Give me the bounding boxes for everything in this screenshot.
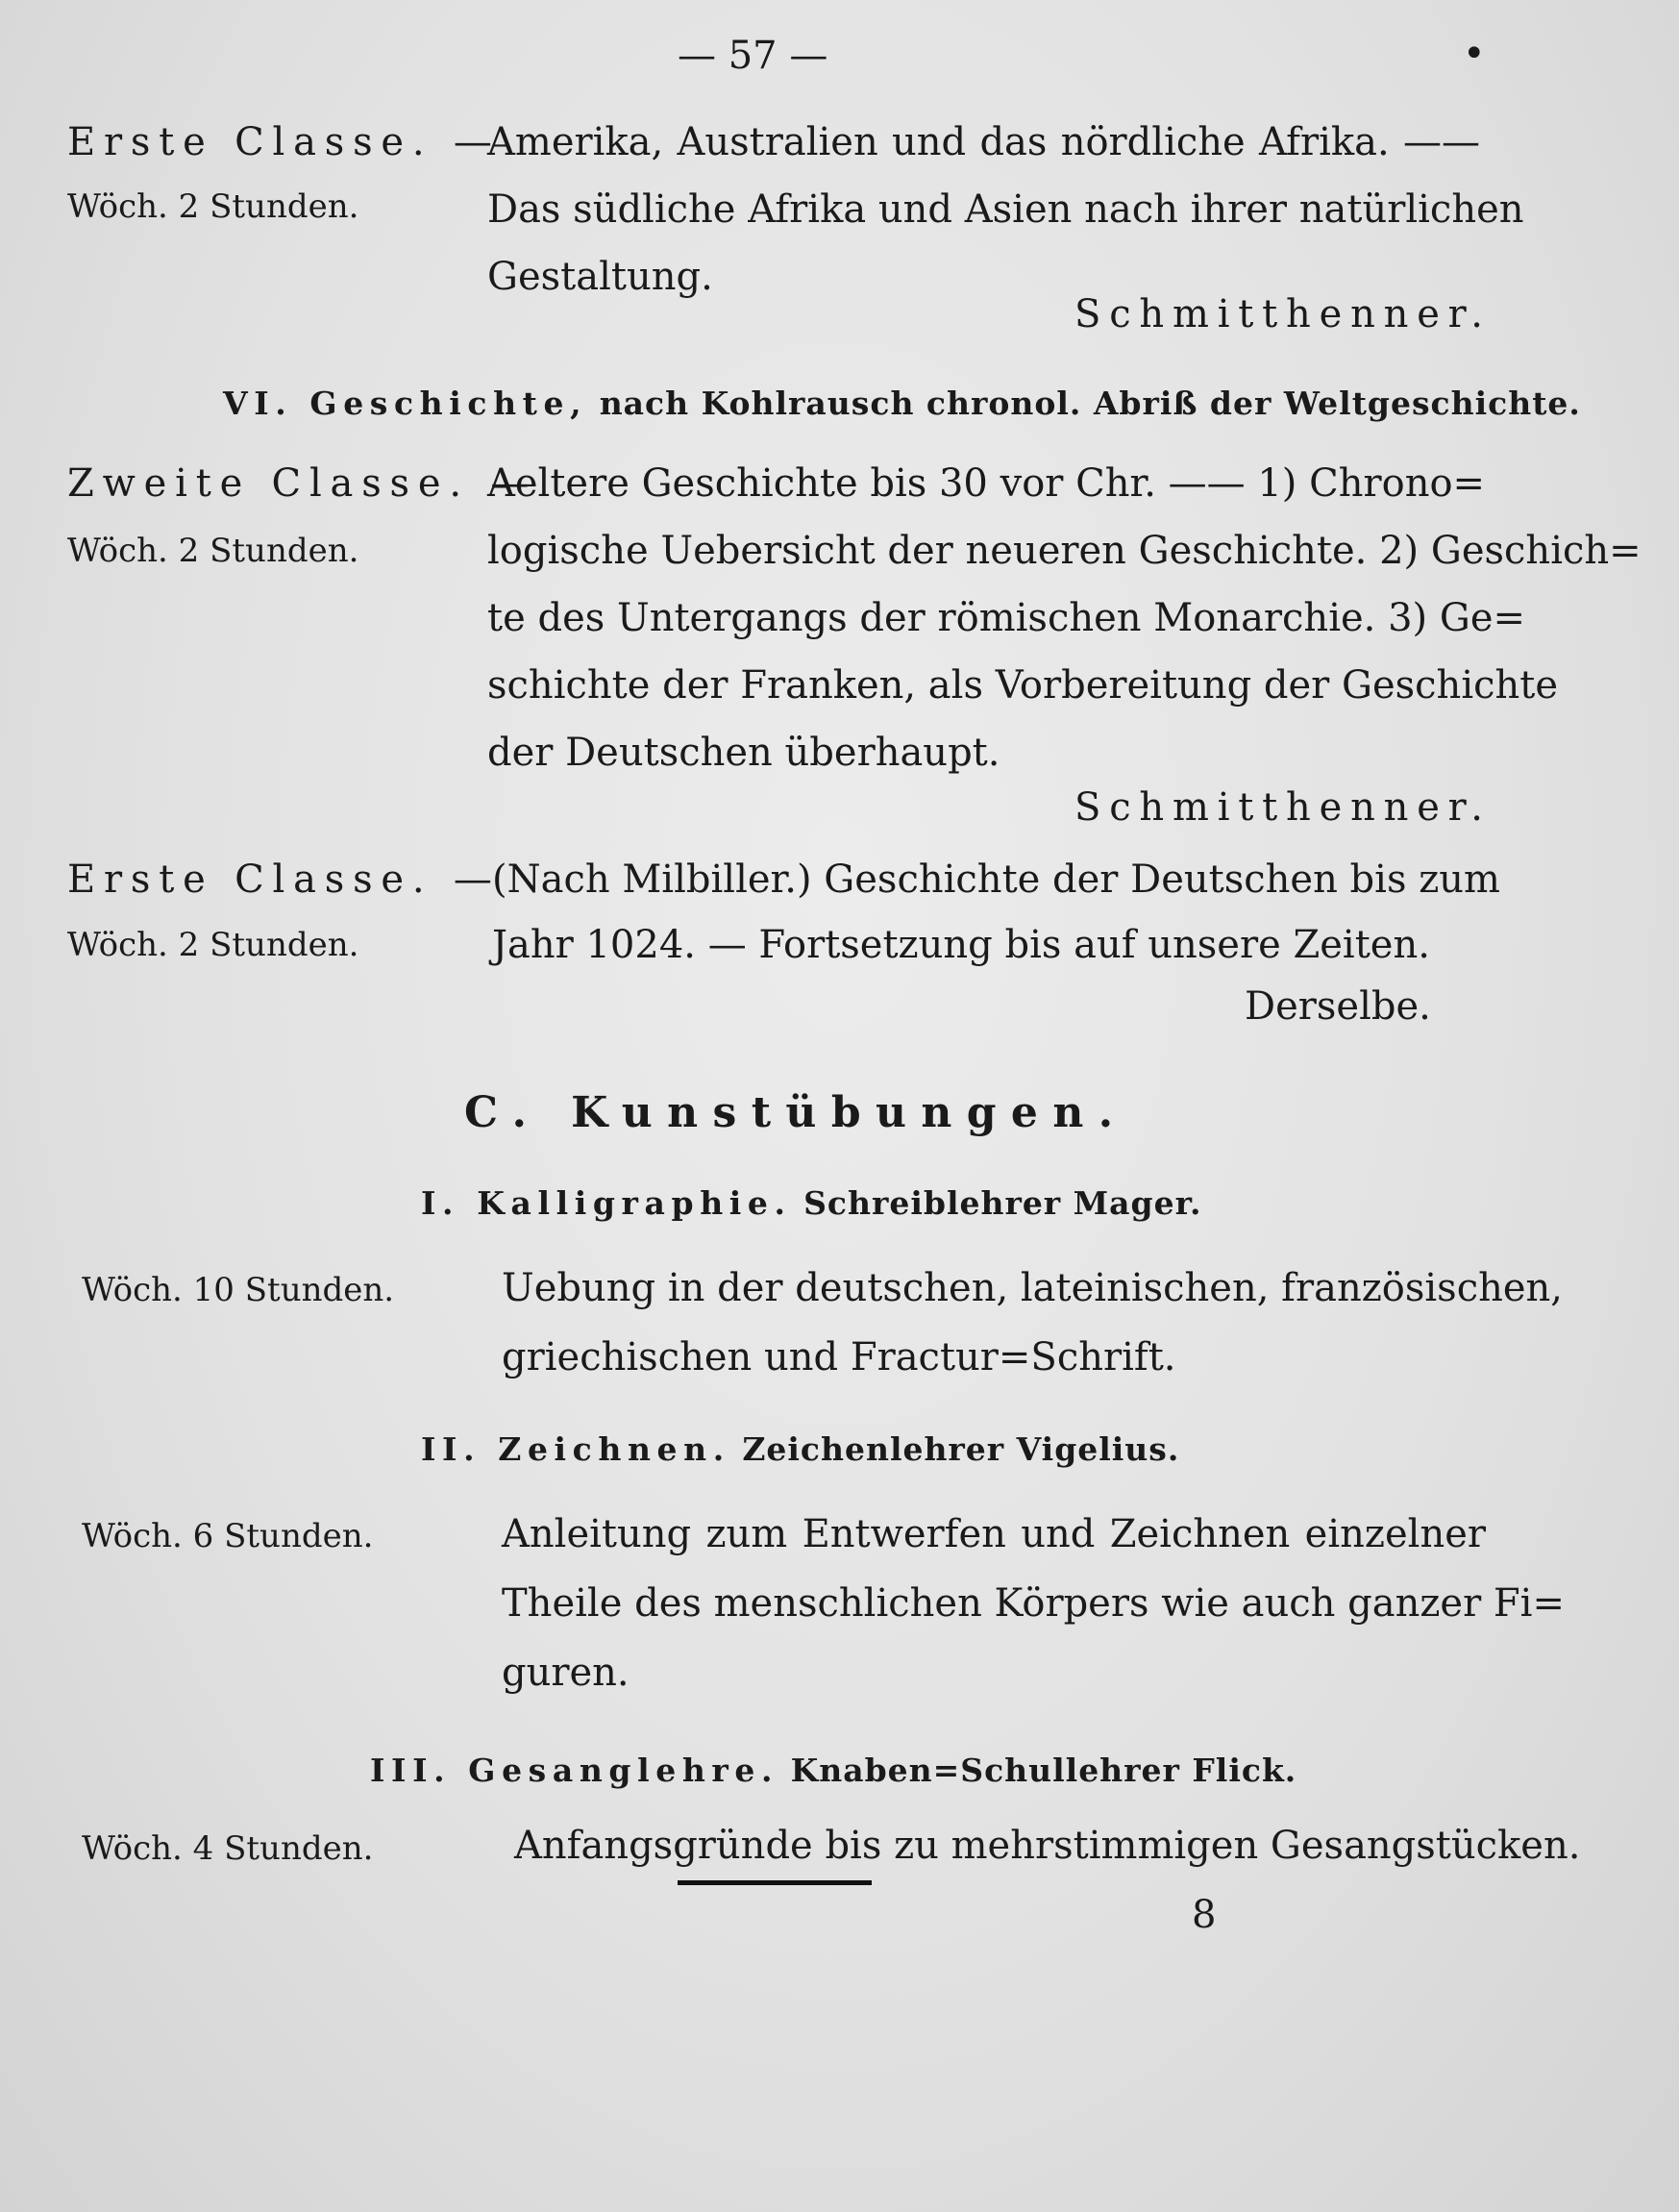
text-line: Amerika, Australien und das nördliche Afrika. ——	[487, 120, 1480, 164]
text-line: der Deutschen überhaupt.	[487, 731, 1000, 775]
hours-label: Wöch. 6 Stunden.	[82, 1517, 374, 1555]
hours-label: Wöch. 2 Stunden.	[67, 926, 359, 964]
section-heading-vi	[223, 385, 1581, 422]
text-line: schichte der Franken, als Vorbereitung der Geschichte	[487, 663, 1559, 708]
text-line: Gestaltung.	[487, 255, 713, 299]
text-block	[492, 857, 1500, 991]
heading-rest: Schreiblehrer Mager.	[803, 1184, 1202, 1222]
section-heading-zeichnen	[421, 1430, 1179, 1468]
text-line: Anleitung zum Entwerfen und Zeichnen einzelner	[502, 1512, 1486, 1556]
dot-mark: •	[1463, 32, 1486, 76]
text-line: Theile des menschlichen Körpers wie auch ganzer Fi=	[502, 1581, 1565, 1626]
heading-rest: Zeichenlehrer Vigelius.	[742, 1430, 1180, 1468]
text-block	[502, 1266, 1564, 1407]
text-line: Uebung in der deutschen, lateinischen, französischen,	[502, 1266, 1564, 1310]
teacher-name: Schmitthenner.	[1074, 785, 1492, 830]
hours-label: Wöch. 2 Stunden.	[67, 532, 359, 570]
heading-main: I. Kalligraphie.	[421, 1184, 792, 1222]
text-line: (Nach Milbiller.) Geschichte der Deutschen bis zum	[492, 857, 1500, 902]
text-block	[514, 1824, 1581, 1884]
text-block	[502, 1512, 1565, 1723]
heading-main: VI. Geschichte,	[223, 385, 588, 422]
signature-mark: 8	[1192, 1893, 1217, 1937]
text-line: Das südliche Afrika und Asien nach ihrer natürlichen	[487, 187, 1524, 232]
heading-main: II. Zeichnen.	[421, 1430, 730, 1468]
teacher-name: Schmitthenner.	[1074, 292, 1492, 336]
text-line: Anfangsgründe bis zu mehrstimmigen Gesangstücken.	[514, 1824, 1581, 1868]
heading-rest: Knaben=Schullehrer Flick.	[790, 1752, 1297, 1789]
hours-label: Wöch. 2 Stunden.	[67, 187, 359, 226]
section-c-title: C. Kunstübungen.	[464, 1088, 1128, 1137]
section-heading-gesanglehre	[370, 1752, 1296, 1789]
hours-label: Wöch. 10 Stunden.	[82, 1271, 395, 1309]
text-line: te des Untergangs der römischen Monarchie. 3) Ge=	[487, 596, 1525, 640]
heading-main: III. Gesanglehre.	[370, 1752, 779, 1789]
heading-rest: nach Kohlrausch chronol. Abriß der Weltgeschichte.	[599, 385, 1581, 422]
text-line: griechischen und Fractur=Schrift.	[502, 1335, 1176, 1379]
text-line: Jahr 1024. — Fortsetzung bis auf unsere Zeiten.	[492, 923, 1430, 967]
page-number: — 57 —	[678, 34, 828, 78]
text-line: logische Uebersicht der neueren Geschichte. 2) Geschich=	[487, 529, 1642, 573]
class-label: Erste Classe. —	[67, 120, 501, 164]
hours-label: Wöch. 4 Stunden.	[82, 1829, 374, 1868]
section-heading-kalligraphie	[421, 1184, 1201, 1222]
end-rule	[678, 1880, 872, 1885]
class-label: Zweite Classe. —	[67, 461, 538, 506]
text-block	[487, 461, 1642, 801]
text-line: guren.	[502, 1651, 630, 1695]
class-label: Erste Classe. —	[67, 857, 501, 902]
text-line: Aeltere Geschichte bis 30 vor Chr. —— 1) Chrono=	[487, 461, 1486, 506]
teacher-name: Derselbe.	[1245, 984, 1431, 1029]
